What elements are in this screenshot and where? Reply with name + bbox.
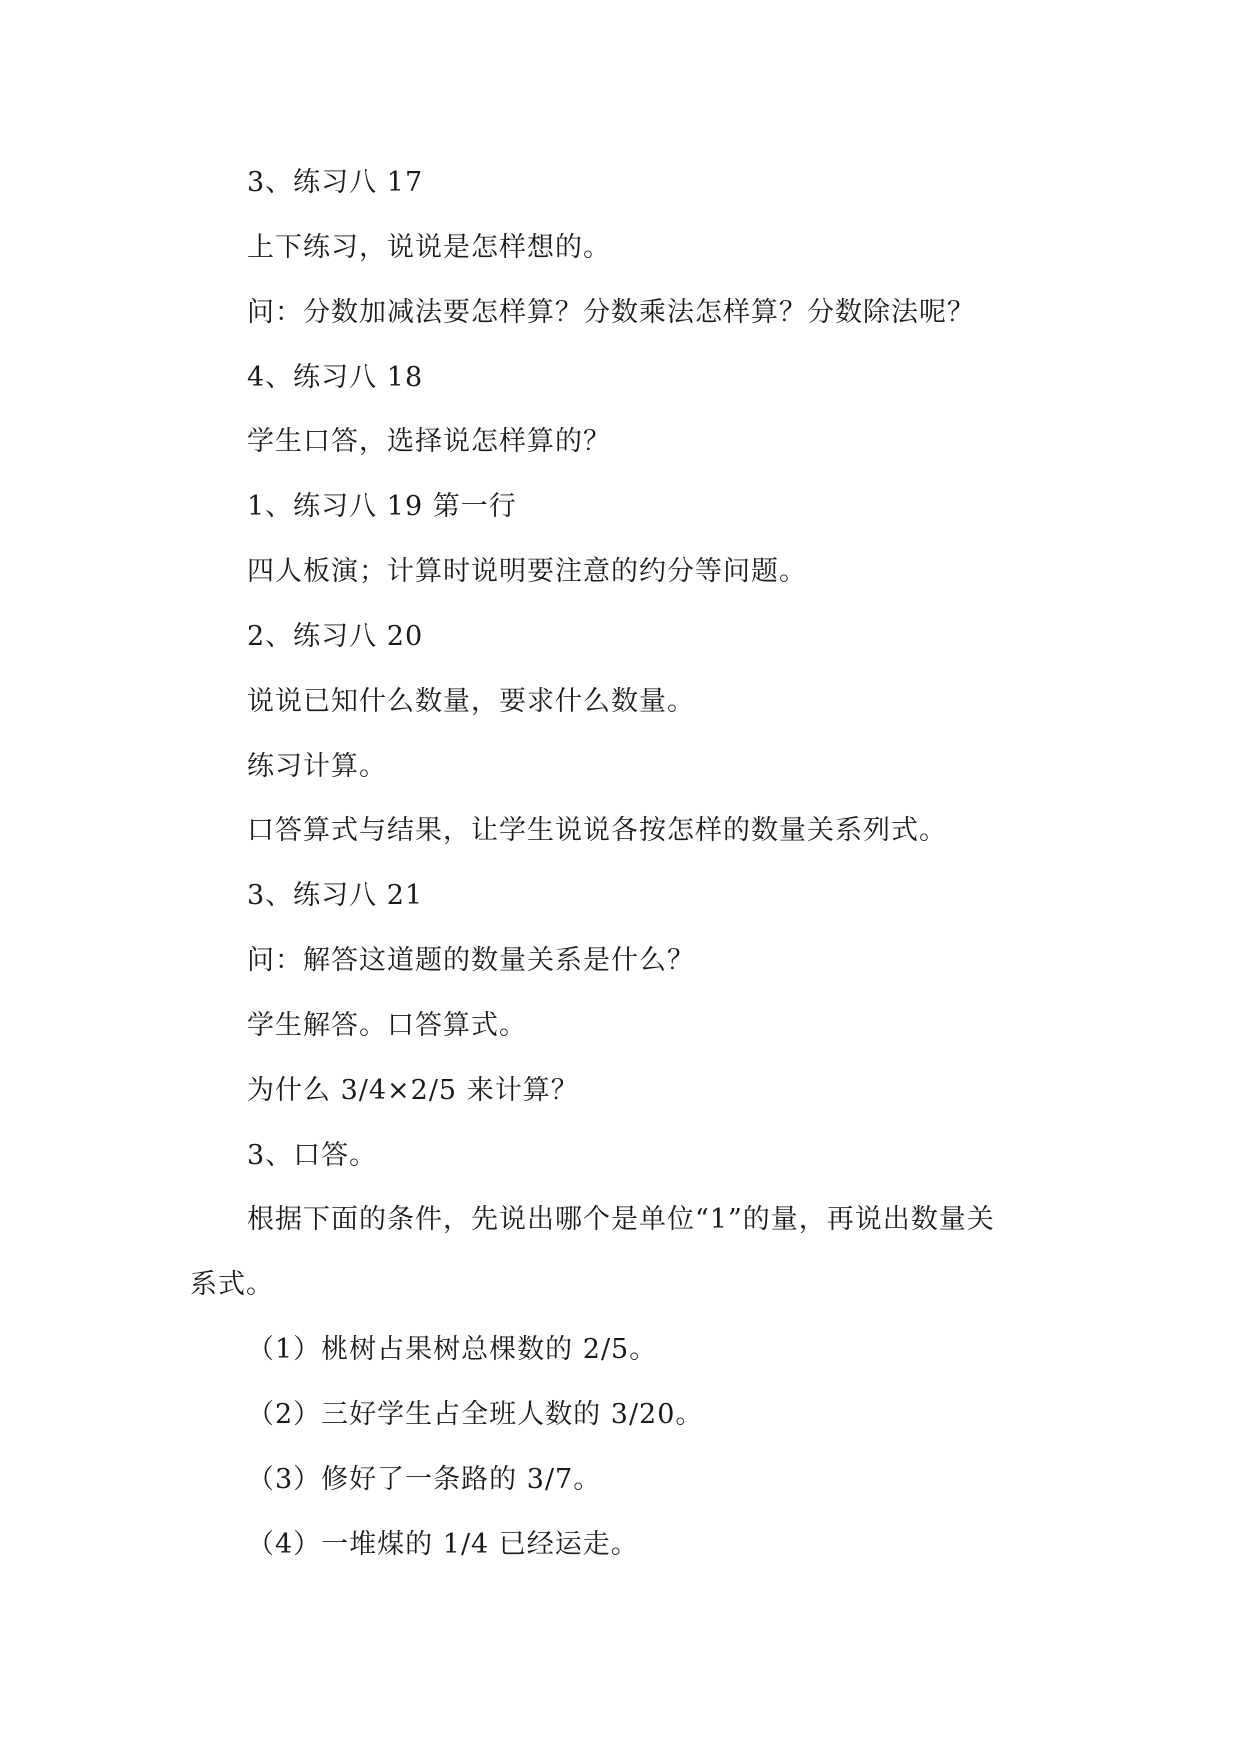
list-item: （3）修好了一条路的 3/7。 [247, 1464, 602, 1495]
text-line: 问：分数加减法要怎样算？分数乘法怎样算？分数除法呢？ [247, 297, 975, 328]
text-line: 为什么 3/4×2/5 来计算？ [247, 1075, 579, 1106]
text-line: 练习计算。 [247, 751, 387, 782]
list-item: （1）桃树占果树总棵数的 2/5。 [247, 1334, 658, 1365]
text-line: 4、练习八 18 [247, 362, 424, 393]
list-item: （2）三好学生占全班人数的 3/20。 [247, 1399, 704, 1430]
text-line: 上下练习，说说是怎样想的。 [247, 232, 611, 263]
text-line: 3、口答。 [247, 1140, 378, 1171]
text-line: 3、练习八 21 [247, 880, 424, 911]
list-item: （4）一堆煤的 1/4 已经运走。 [247, 1529, 639, 1560]
text-line: 问：解答这道题的数量关系是什么？ [247, 945, 695, 976]
text-line: 2、练习八 20 [247, 621, 424, 652]
text-line: 学生口答，选择说怎样算的？ [247, 426, 611, 457]
text-line: 口答算式与结果，让学生说说各按怎样的数量关系列式。 [247, 815, 947, 846]
text-line: 1、练习八 19 第一行 [247, 491, 517, 522]
text-line: 说说已知什么数量，要求什么数量。 [247, 686, 695, 717]
text-line: 四人板演；计算时说明要注意的约分等问题。 [247, 556, 807, 587]
text-line: 学生解答。口答算式。 [247, 1010, 527, 1041]
text-line: 3、练习八 17 [247, 167, 424, 198]
text-line: 根据下面的条件，先说出哪个是单位“1”的量，再说出数量关 [247, 1204, 995, 1235]
text-line: 系式。 [190, 1269, 274, 1300]
